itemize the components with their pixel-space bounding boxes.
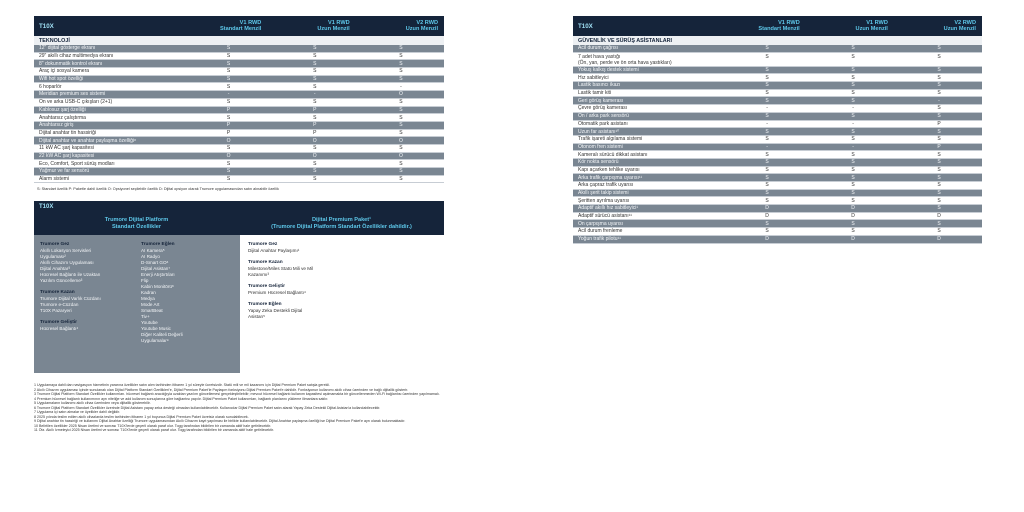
group-item: Diğer Kaliteli Değerli	[141, 332, 183, 338]
group-title: Trumore Kazan	[248, 260, 283, 266]
table-row	[573, 220, 982, 228]
feature-label: Otomatik park asistanı	[578, 120, 628, 127]
feature-value: S	[937, 228, 941, 235]
feature-value: S	[765, 97, 769, 104]
feature-label: Ön / arka park sensörü	[578, 113, 629, 120]
column-header: V2 RWD Uzun Menzil	[405, 19, 439, 32]
feature-label: Trafik işareti algılama sistemi	[578, 136, 643, 143]
column-header: V1 RWD Uzun Menzil	[855, 19, 888, 32]
feature-value: -	[852, 105, 854, 112]
feature-value: S	[226, 114, 231, 121]
feature-value: S	[226, 145, 231, 152]
feature-label: Geri görüş kamerası	[578, 97, 624, 104]
feature-label: Lastik tamir kiti	[578, 90, 612, 97]
group-title: Trumore Eğlen	[141, 242, 175, 248]
feature-value: S	[937, 190, 941, 197]
feature-value: S	[765, 220, 769, 227]
feature-value: S	[399, 68, 403, 75]
group-item: Dijital Anahtar Paylaşımı¹	[248, 248, 300, 254]
feature-value: S	[226, 60, 231, 67]
feature-value: P	[937, 143, 941, 150]
feature-value: S	[851, 182, 855, 189]
feature-value: S	[765, 74, 769, 81]
feature-label: Kameralı sürücü dikkat asistanı	[578, 151, 648, 158]
feature-label: Adaptif sürücü asistanı¹¹	[578, 213, 632, 220]
feature-label: Meridian premium ses sistemi	[39, 91, 106, 98]
feature-value: S	[937, 151, 941, 158]
legend: S: Standart özellik P: Paketle dahil özellik O: Opsiyonel seçilebilir özellik D: Dijital opsiyon olarak Trumore uygulamasından satın alınabilir özellik	[37, 187, 279, 192]
feature-value: S	[399, 176, 403, 183]
feature-value: S	[765, 82, 769, 89]
group-item: Milestone/Miles Statü Mili ve Mil	[248, 266, 314, 272]
feature-group	[248, 302, 436, 320]
group-item: AI Kamera⁵	[141, 248, 165, 254]
feature-label: Uzun far asistanı¹⁰	[578, 128, 620, 135]
feature-label: Adaptif akıllı hız sabitleyici¹	[578, 205, 639, 212]
feature-label: Acil durum çağrısı	[578, 45, 619, 52]
feature-label: Wifi hot spot özelliği	[39, 76, 84, 83]
table-header	[34, 16, 444, 36]
feature-value: S	[851, 128, 855, 135]
footnote: 4 Premium hücresel bağlantı kullanımının ayrı niteliğe ve add kullanım sonuçlarına göre bağlantısı yapılır. Dijital Premium Paket kullanımları, bağlantı planlarını yükleme ilimanlara satılır.	[34, 396, 329, 401]
group-item: Uygulamalar⁹	[141, 338, 169, 344]
feature-value: O	[226, 152, 231, 159]
footnote: 7 Uygulama içi satın almalar ve üyelikler dahil değildir.	[34, 410, 121, 415]
feature-value: S	[937, 53, 941, 60]
feature-label: Ön çarpışma uyarısı	[578, 220, 624, 227]
group-item: Trumore Dijital Varlık Cüzdanı	[40, 296, 101, 302]
feature-value: S	[226, 76, 231, 83]
group-item: Yapay Zeka Destekli Dijital	[248, 308, 303, 314]
group-item: Kabin Monitörü⁸	[141, 284, 174, 290]
feature-value: S	[765, 159, 769, 166]
premium-package-title: Dijital Premium Paket¹ (Trumore Dijital Platform Standart Özellikler dahildir.)	[271, 217, 412, 230]
feature-value: O	[398, 137, 403, 144]
feature-value: P	[226, 106, 231, 113]
column-header: V1 RWD Uzun Menzil	[317, 19, 350, 32]
feature-value: S	[851, 45, 855, 52]
feature-label: Çevre görüş kamerası	[578, 105, 628, 112]
table-row	[573, 197, 982, 205]
feature-group	[40, 290, 133, 314]
table-row	[573, 167, 982, 175]
feature-value: S	[399, 145, 403, 152]
group-item: Kadran	[141, 290, 156, 296]
group-title: Trumore Gez	[248, 242, 278, 248]
feature-label: 11 kW AC şarj kapasitesi	[39, 145, 94, 152]
feature-value: P	[226, 129, 231, 136]
feature-value: P	[313, 129, 317, 136]
feature-value: D	[851, 213, 855, 220]
table-row	[34, 60, 444, 68]
right-page	[573, 16, 982, 244]
footnote: 9 Dijital anahtar tin hassiriği ve kullanımı Dijital Anahtar özelliği Trumore uygulamasından Akıllı Cihazım kayıt yapılması ile birlikte kullanılabilecektir. Dijital Anahtar paylaşma özelliği ise Dijital Premium Paket'e ayrı olarak bulunmaktadır.	[34, 419, 406, 424]
group-title: Trumore Eğlen	[248, 302, 282, 308]
feature-value: S	[313, 76, 317, 83]
table-row	[34, 168, 444, 176]
table-row	[34, 107, 444, 115]
group-title: Trumore Kazan	[40, 290, 75, 296]
feature-value: P	[313, 122, 317, 129]
table-row	[34, 53, 444, 61]
group-item: Enerji Atıştırtıları	[141, 272, 175, 278]
feature-value: S	[313, 160, 317, 167]
group-item: Youtube Music	[141, 326, 171, 332]
feature-label: Kablosuz şarj özelliği	[39, 106, 86, 113]
feature-label: Araç içi sosyal kamera	[39, 68, 90, 75]
column-header: V1 RWD Standart Menzil	[758, 19, 800, 32]
feature-value: P	[937, 120, 941, 127]
table-row	[573, 90, 982, 98]
feature-value: S	[313, 168, 317, 175]
left-page	[34, 16, 444, 433]
table-row	[34, 137, 444, 145]
table-row	[573, 128, 982, 136]
table-row	[34, 122, 444, 130]
group-item: Akıllı Cihazım Uygulaması	[40, 260, 94, 266]
footnote: 5 Uygulamaların kullanımı akıllı cihaz üzerinden veya dijitallik gösterebilir.	[34, 401, 151, 406]
feature-value: S	[765, 53, 769, 60]
group-item: AI Radyo	[141, 254, 160, 260]
feature-label: Acil durum frenleme	[578, 228, 623, 235]
feature-table	[573, 45, 982, 244]
feature-value: S	[851, 97, 855, 104]
feature-label: Yokuş kalkış destek sistemi	[578, 67, 639, 74]
feature-value: S	[313, 176, 317, 183]
feature-value: S	[851, 53, 855, 60]
feature-value: S	[937, 67, 941, 74]
feature-label: 22 kW AC şarj kapasitesi	[39, 152, 95, 159]
feature-value: S	[851, 166, 855, 173]
group-title: Trumore Geliştir	[248, 284, 286, 290]
group-item: Trumore e-Cüzdan	[40, 302, 79, 308]
feature-value: S	[851, 90, 855, 97]
footnotes	[34, 383, 444, 432]
table-row	[34, 176, 444, 184]
group-item: Mode Art	[141, 302, 160, 308]
feature-value: S	[765, 90, 769, 97]
column-header: V2 RWD Uzun Menzil	[943, 19, 976, 32]
table-row	[34, 99, 444, 107]
feature-value: S	[313, 45, 317, 52]
group-item: Asistan⁵	[248, 314, 265, 320]
feature-value: S	[399, 60, 403, 67]
table-row	[34, 76, 444, 84]
feature-label: Anahtarsız çalıştırma	[39, 114, 86, 121]
standard-package-title: Trumore Dijital Platform Standart Özellikler	[104, 217, 169, 230]
feature-value: S	[851, 220, 855, 227]
feature-label: Kör nokta sensörü	[578, 159, 619, 166]
feature-value: S	[765, 197, 769, 204]
feature-value: S	[399, 53, 403, 60]
feature-value: S	[313, 60, 317, 67]
feature-label: 6 hoparlör	[39, 83, 62, 90]
footnote: 10 Belirtilen özellikler 2025 Nisan üretimi ve sonrası T10X'lerde geçerli olarak paraf olur. Togg tarafından bildirilen bir zamanda aktif hale getirilecektir.	[34, 423, 272, 428]
feature-table	[34, 45, 444, 183]
group-item: Hücresel Bağlantı ile Uzaktan	[40, 272, 101, 278]
group-item: T10X Pazaryeri	[40, 308, 72, 314]
feature-value: S	[399, 160, 403, 167]
feature-value: D	[937, 236, 941, 243]
table-row	[573, 74, 982, 82]
feature-value: S	[313, 114, 317, 121]
feature-value: S	[937, 82, 941, 89]
table-row	[573, 190, 982, 198]
feature-value: S	[937, 166, 941, 173]
feature-value: S	[399, 122, 403, 129]
feature-value: S	[937, 182, 941, 189]
feature-value: S	[765, 174, 769, 181]
feature-label: Yoğun trafik pilotu¹¹	[578, 236, 621, 243]
feature-value: S	[851, 67, 855, 74]
group-item: D-Smart GO⁶	[141, 260, 169, 266]
feature-label: Arka çapraz trafik uyarısı	[578, 182, 634, 189]
feature-value: S	[226, 99, 231, 106]
feature-value: S	[765, 136, 769, 143]
feature-value: -	[852, 143, 854, 150]
table-row	[573, 205, 982, 213]
feature-value: -	[938, 97, 940, 104]
table-row	[573, 144, 982, 152]
feature-value: S	[313, 99, 317, 106]
group-item: Akıllı Lokasyon Servisleri	[40, 248, 92, 254]
table-row	[34, 83, 444, 91]
feature-value: S	[937, 136, 941, 143]
section-title: TEKNOLOJİ	[34, 36, 444, 45]
feature-value: -	[766, 105, 768, 112]
feature-group	[40, 320, 133, 332]
feature-value: O	[312, 152, 317, 159]
table-row	[34, 114, 444, 122]
feature-value: S	[937, 90, 941, 97]
feature-value: S	[937, 45, 941, 52]
feature-label: 8" dokunmatik kontrol ekranı	[39, 60, 103, 67]
feature-value: S	[765, 151, 769, 158]
feature-value: S	[851, 174, 855, 181]
feature-value: S	[226, 168, 231, 175]
feature-value: S	[765, 128, 769, 135]
feature-value: D	[937, 213, 941, 220]
package-model: T10X	[34, 201, 444, 212]
feature-label: Arka trafik çarpışma uyarısı¹¹	[578, 174, 643, 181]
feature-value: S	[765, 190, 769, 197]
feature-value: S	[765, 228, 769, 235]
feature-value: S	[313, 83, 317, 90]
feature-label: 7 adet hava yastığı (Ön, yan, perde ve ön orta hava yastıkları)	[578, 53, 672, 66]
feature-label: Yağmur ve far sensörü	[39, 168, 90, 175]
feature-value: S	[851, 159, 855, 166]
feature-value: S	[851, 82, 855, 89]
group-item: Uygulaması²	[40, 254, 66, 260]
table-row	[573, 82, 982, 90]
table-row	[573, 182, 982, 190]
table-row	[34, 45, 444, 53]
feature-value: S	[937, 197, 941, 204]
package-table	[34, 201, 444, 373]
feature-value: O	[312, 137, 317, 144]
group-item: Hücresel Bağlantı⁴	[40, 326, 79, 332]
group-item: Dijital Anahtar³	[40, 266, 70, 272]
feature-value: S	[313, 145, 317, 152]
premium-features	[240, 235, 444, 373]
table-row	[573, 213, 982, 221]
table-row	[573, 53, 982, 67]
feature-label: Otonom fren sistemi	[578, 143, 623, 150]
feature-value: S	[937, 105, 941, 112]
feature-value: S	[765, 182, 769, 189]
group-item: Medya	[141, 296, 155, 302]
feature-value: -	[313, 91, 316, 98]
feature-value: S	[399, 106, 403, 113]
feature-value: S	[399, 45, 403, 52]
feature-value: S	[851, 228, 855, 235]
table-row	[34, 68, 444, 76]
table-row	[573, 113, 982, 121]
feature-label: Kapı açarken tehlike uyarısı	[578, 166, 640, 173]
feature-group	[248, 284, 436, 296]
feature-value: S	[226, 83, 231, 90]
table-row	[573, 236, 982, 244]
group-item: Kazanımı³	[248, 272, 269, 278]
group-item: SmartBeat	[141, 308, 163, 314]
feature-label: Hız sabitleyici	[578, 74, 609, 81]
feature-value: S	[226, 68, 231, 75]
feature-label: Akıllı şerit takip sistemi	[578, 190, 629, 197]
table-row	[573, 105, 982, 113]
feature-value: D	[851, 205, 855, 212]
feature-value: S	[851, 151, 855, 158]
feature-label: Anahtarsız giriş	[39, 122, 74, 129]
table-row	[573, 151, 982, 159]
feature-label: Ön ve arka USB-C çıkışları (2+1)	[39, 99, 113, 106]
feature-value: S	[226, 176, 231, 183]
column-header: V1 RWD Standart Menzil	[219, 19, 262, 32]
footnote: 2 Akıllı Cihazım uygulaması içinde sunulanak olan Dijital Platform Standart Özellikleri'e, Dijital Premium Paket'le Paylaşım fonksiyonu Dijital Premium Paket'e dahildir. Fonksiyonun kullanımı akıllı cihaz üzerinden ve bağlı dijitallik gösterir.	[34, 387, 409, 392]
feature-value: S	[313, 53, 317, 60]
feature-value: S	[399, 168, 403, 175]
feature-value: S	[765, 45, 769, 52]
table-row	[573, 121, 982, 129]
feature-value: S	[937, 220, 941, 227]
model-name: T10X	[39, 22, 54, 30]
group-item: Flip	[141, 278, 149, 284]
feature-label: Dijital anahtar tin hassiriği	[39, 129, 96, 136]
feature-label: 29" akıllı cihaz multimedya ekranı	[39, 53, 114, 60]
table-row	[34, 160, 444, 168]
feature-value: D	[765, 236, 769, 243]
group-item: Dijital Asistan⁷	[141, 266, 170, 272]
group-title: Trumore Gez	[40, 242, 70, 248]
group-item: Tiv+	[141, 314, 150, 320]
feature-value: S	[851, 136, 855, 143]
feature-value: S	[399, 129, 403, 136]
table-row	[34, 145, 444, 153]
group-item: Premium Hücresel Bağlantı⁴	[248, 290, 306, 296]
feature-value: -	[766, 120, 768, 127]
feature-value: -	[400, 83, 402, 90]
feature-value: S	[937, 205, 941, 212]
group-title: Trumore Geliştir	[40, 320, 78, 326]
feature-value: S	[937, 113, 941, 120]
group-item: Yazılım Güncelleme³	[40, 278, 83, 284]
feature-value: -	[852, 120, 854, 127]
feature-value: O	[398, 152, 403, 159]
feature-value: P	[226, 122, 231, 129]
feature-value: S	[313, 68, 317, 75]
table-row	[573, 136, 982, 144]
table-row	[34, 130, 444, 138]
feature-label: 12" dijital gösterge ekranı	[39, 45, 96, 52]
feature-value: S	[765, 166, 769, 173]
feature-value: S	[937, 128, 941, 135]
feature-value: -	[227, 91, 230, 98]
footnote: 8 2025 yılında teslim edilen akıllı cihazlarda teslim tarihinden itibaren 1 yıl boyunca Dijital Premium Paket ücretsiz olarak sunulabilecek.	[34, 414, 249, 419]
standard-features	[34, 235, 240, 373]
feature-value: S	[226, 45, 231, 52]
model-name: T10X	[578, 22, 593, 30]
feature-label: Eco, Comfort, Sport sürüş modları	[39, 160, 115, 167]
table-row	[573, 97, 982, 105]
feature-value: S	[851, 113, 855, 120]
feature-value: S	[765, 113, 769, 120]
feature-value: D	[765, 205, 769, 212]
feature-value: O	[226, 137, 231, 144]
feature-value: S	[226, 160, 231, 167]
feature-value: D	[765, 213, 769, 220]
table-row	[573, 228, 982, 236]
feature-value: S	[765, 67, 769, 74]
footnote: 11 Ötz. Akıllı Ivmeleyici 2025 Nisan üretimi ve sonrası T10X'lerde geçerli olarak paraf olur. Togg tarafından bildirilen bir zamanda aktif hale getirilecektir.	[34, 428, 274, 433]
feature-group	[248, 260, 436, 278]
feature-value: S	[399, 114, 403, 121]
table-row	[573, 174, 982, 182]
feature-value: S	[851, 190, 855, 197]
table-row	[573, 159, 982, 167]
section-title: GÜVENLİK VE SÜRÜŞ ASİSTANLARI	[573, 36, 982, 45]
table-row	[573, 67, 982, 75]
group-item: Youtube	[141, 320, 158, 326]
table-row	[34, 91, 444, 99]
feature-value: D	[851, 236, 855, 243]
feature-value: S	[399, 76, 403, 83]
feature-value: P	[313, 106, 317, 113]
feature-group	[40, 242, 133, 284]
feature-value: -	[766, 143, 768, 150]
table-header	[573, 16, 982, 36]
footnote: 3 Trumore Dijital Platform Standart Özellikler kullanımları. hücresel bağlantı aracılığıyla uzaktan yazılım güncellemesi gerçekleştirilebilir; mevcut hücresel bağlantı kullanım kapasitesi aşılmamakta bir güncellenmeden Wi-Fi bağlantısı üzerinden yapılmamalı.	[34, 392, 440, 397]
footnote: 6 Trumore Dijital Platform Standart Özellikler üzerinde Dijital Asistanı yapay zeka desteği olmadan kullanılabilecektir. Kullanıcılar Dijital Premium Paket satın alarak Yapay Zeka Destekli Dijital Asistan'a kullanılabilecektir.	[34, 405, 381, 410]
feature-value: S	[937, 74, 941, 81]
feature-value: S	[399, 99, 403, 106]
feature-group	[141, 242, 234, 344]
feature-value: S	[937, 174, 941, 181]
feature-value: S	[851, 74, 855, 81]
footnote: 1 Uygulamaya dahil dan navigasyon hizmetinin yararına özellikler satın alım tarihinden itibaren 1 yıl süreyle ücretsizdir. Statü mili ve mil kazanımı için Dijital Premium Paket satışla gerekli.	[34, 383, 331, 388]
feature-value: O	[398, 91, 403, 98]
table-row	[34, 153, 444, 161]
feature-value: S	[851, 197, 855, 204]
feature-group	[248, 242, 436, 254]
feature-label: Alarm sistemi	[39, 176, 70, 183]
feature-label: Dijital anahtar ve anahtar paylaşma özelliği⁸	[39, 137, 137, 144]
feature-value: S	[937, 159, 941, 166]
table-row	[573, 45, 982, 53]
feature-label: Lastik basıncı ikazı	[578, 82, 621, 89]
feature-value: S	[226, 53, 231, 60]
feature-label: Şeritten ayrılma uyarısı	[578, 197, 630, 204]
